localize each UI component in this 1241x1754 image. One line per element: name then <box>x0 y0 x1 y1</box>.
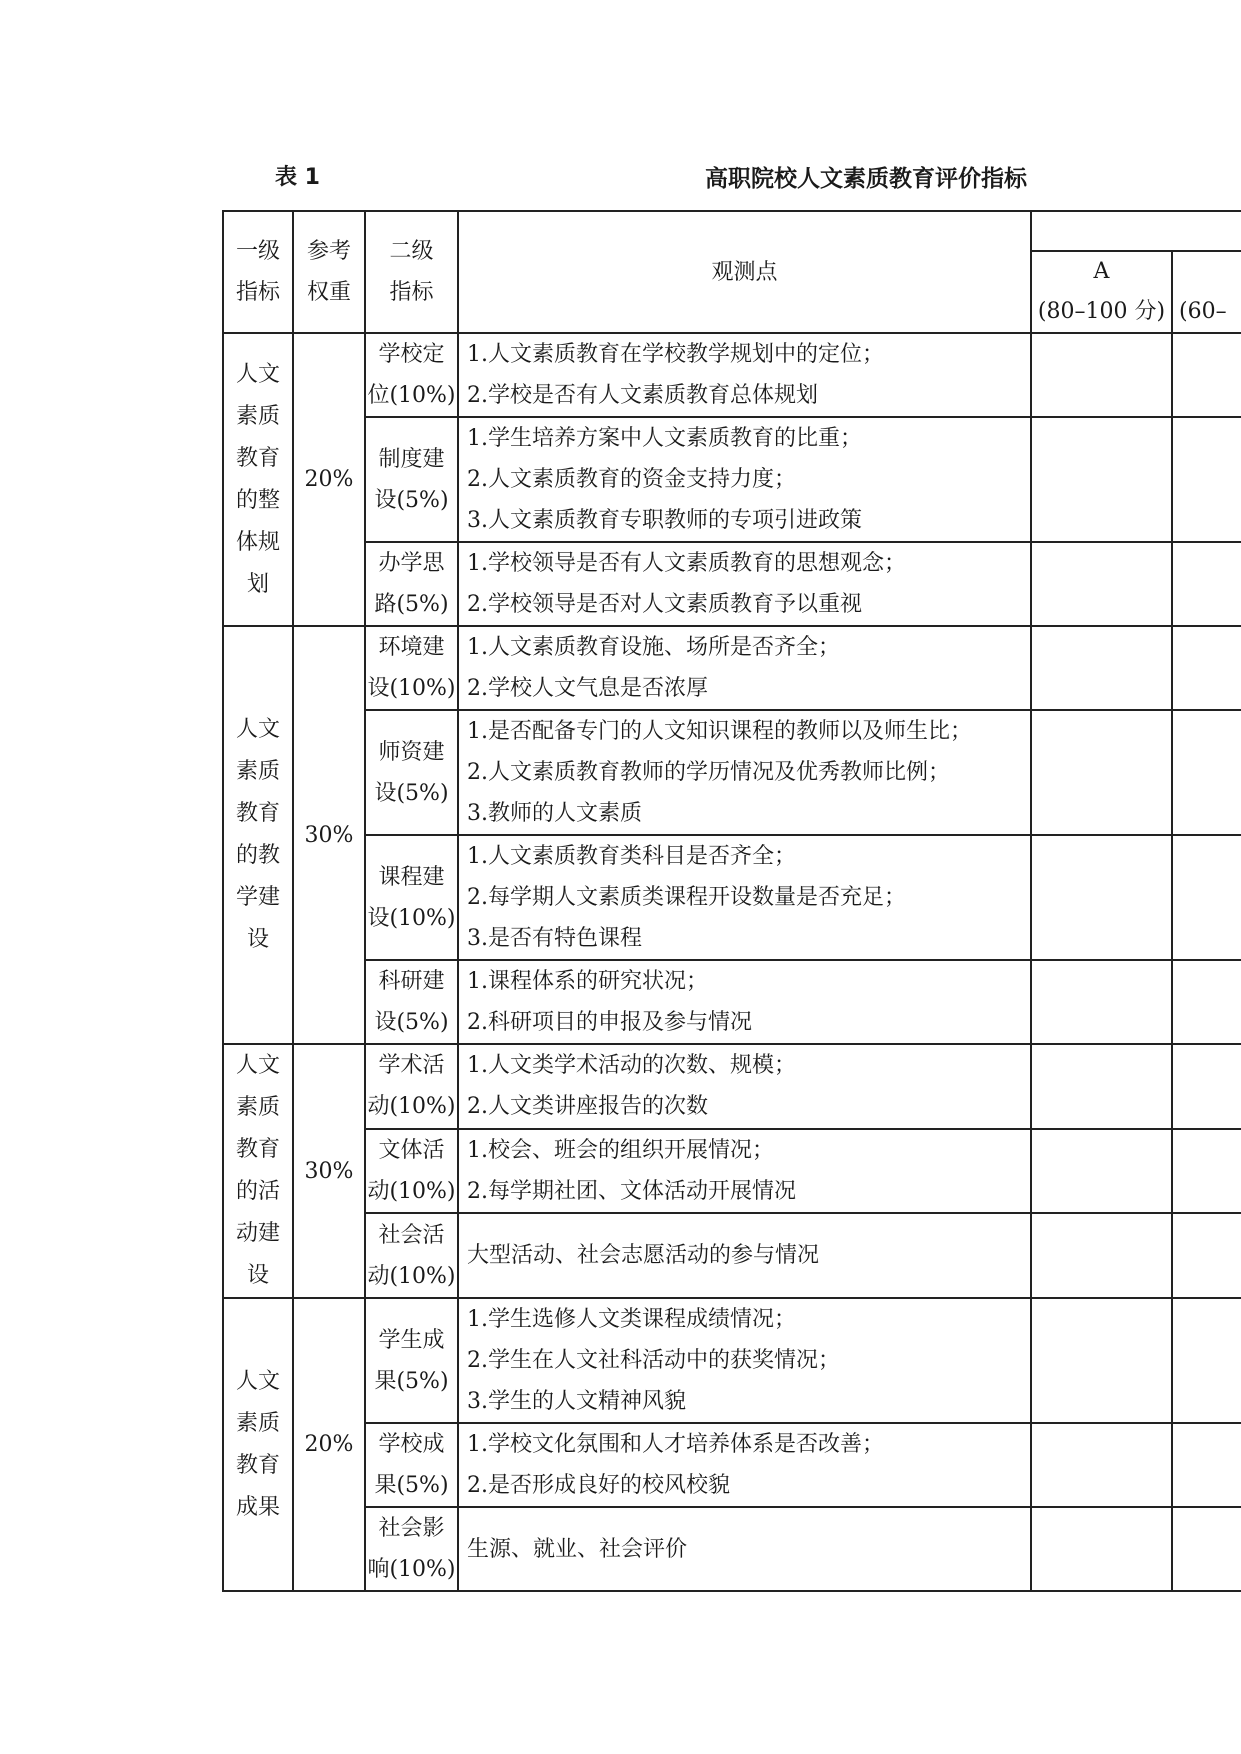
observation-point: 2.人文类讲座报告的次数 <box>467 1094 708 1120</box>
observation-point: 2.每学期社团、文体活动开展情况 <box>467 1178 796 1204</box>
observation-point: 2.是否形成良好的校风校貌 <box>467 1473 730 1498</box>
grade-a-cell <box>1031 1298 1172 1423</box>
observation-points <box>458 1129 1031 1214</box>
grade-a-cell <box>1031 835 1172 960</box>
observation-point: 3.是否有特色课程 <box>467 926 642 951</box>
observation-points <box>458 1423 1031 1507</box>
weight-cell: 20% <box>293 1298 365 1591</box>
table-row <box>223 333 1241 417</box>
table-row <box>223 1044 1241 1129</box>
weight-cell: 30% <box>293 1044 365 1298</box>
observation-point: 1.人文素质教育在学校教学规划中的定位； <box>467 342 884 367</box>
grade-b-cell <box>1172 1044 1241 1129</box>
table-row <box>223 626 1241 710</box>
observation-point: 2.学校人文气息是否浓厚 <box>467 676 708 701</box>
level1-indicator: 人文 素质 教育 的活 动建 设 <box>223 1044 293 1298</box>
level2-indicator: 课程建 设(10%) <box>365 835 458 960</box>
observation-point: 2.人文素质教育的资金支持力度； <box>467 467 796 492</box>
level2-indicator: 学校定 位(10%) <box>365 333 458 417</box>
observation-points <box>458 835 1031 960</box>
observation-point: 2.学校是否有人文素质教育总体规划 <box>467 383 818 408</box>
level2-indicator: 办学思 路(5%) <box>365 542 458 626</box>
table-label: 表 1 <box>275 165 320 190</box>
level2-indicator: 科研建 设(5%) <box>365 960 458 1044</box>
level2-indicator: 师资建 设(5%) <box>365 710 458 835</box>
grade-a-cell <box>1031 1129 1172 1214</box>
header-level2: 二级 指标 <box>365 211 458 333</box>
grade-b-cell <box>1172 542 1241 626</box>
observation-points <box>458 960 1031 1044</box>
observation-point: 1.人文类学术活动的次数、规模； <box>467 1053 796 1079</box>
header-observation: 观测点 <box>458 211 1031 333</box>
table-row <box>223 960 1241 1044</box>
grade-b-cell <box>1172 1298 1241 1423</box>
observation-point: 3.教师的人文素质 <box>467 801 642 826</box>
level2-indicator: 社会活 动(10%) <box>365 1213 458 1298</box>
observation-point: 1.学生培养方案中人文素质教育的比重； <box>467 426 862 451</box>
grade-b-cell <box>1172 417 1241 542</box>
level1-indicator: 人文 素质 教育 成果 <box>223 1298 293 1591</box>
observation-point: 2.学生在人文社科活动中的获奖情况； <box>467 1348 840 1373</box>
grade-a-cell <box>1031 1507 1172 1591</box>
observation-point: 3.人文素质教育专职教师的专项引进政策 <box>467 508 862 533</box>
observation-point: 1.学校领导是否有人文素质教育的思想观念； <box>467 551 906 576</box>
table-row <box>223 1507 1241 1591</box>
table-body <box>223 333 1241 1591</box>
observation-points <box>458 542 1031 626</box>
observation-point: 2.学校领导是否对人文素质教育予以重视 <box>467 592 862 617</box>
observation-points <box>458 1507 1031 1591</box>
table-row <box>223 710 1241 835</box>
level2-indicator: 环境建 设(10%) <box>365 626 458 710</box>
grade-b-cell <box>1172 333 1241 417</box>
grade-b-cell <box>1172 1213 1241 1298</box>
observation-points <box>458 626 1031 710</box>
header-grade-a: A (80–100 分) <box>1031 251 1172 333</box>
header-level1: 一级 指标 <box>223 211 293 333</box>
observation-point: 1.校会、班会的组织开展情况； <box>467 1137 774 1163</box>
observation-point: 2.科研项目的申报及参与情况 <box>467 1010 752 1035</box>
level2-indicator: 文体活 动(10%) <box>365 1129 458 1214</box>
table-row <box>223 835 1241 960</box>
level1-indicator: 人文 素质 教育 的教 学建 设 <box>223 626 293 1044</box>
grade-a-cell <box>1031 710 1172 835</box>
level2-indicator: 学校成 果(5%) <box>365 1423 458 1507</box>
observation-points <box>458 1213 1031 1298</box>
observation-point: 生源、就业、社会评价 <box>467 1536 688 1562</box>
header-grade-b: (60– <box>1172 251 1241 333</box>
weight-cell: 20% <box>293 333 365 626</box>
level2-indicator: 制度建 设(5%) <box>365 417 458 542</box>
level2-indicator: 社会影 响(10%) <box>365 1507 458 1591</box>
grade-b-cell <box>1172 1507 1241 1591</box>
grade-a-cell <box>1031 333 1172 417</box>
level2-indicator: 学生成 果(5%) <box>365 1298 458 1423</box>
observation-point: 大型活动、社会志愿活动的参与情况 <box>467 1243 820 1269</box>
weight-cell: 30% <box>293 626 365 1044</box>
grade-a-cell <box>1031 417 1172 542</box>
grade-a-cell <box>1031 1044 1172 1129</box>
table-row <box>223 1423 1241 1507</box>
evaluation-table <box>222 210 1241 1592</box>
observation-points <box>458 1044 1031 1129</box>
grade-a-cell <box>1031 542 1172 626</box>
grade-a-cell <box>1031 960 1172 1044</box>
table-row <box>223 1129 1241 1214</box>
grade-b-cell <box>1172 960 1241 1044</box>
observation-point: 2.人文素质教育教师的学历情况及优秀教师比例； <box>467 760 950 785</box>
observation-point: 1.学生选修人文类课程成绩情况； <box>467 1307 796 1332</box>
observation-point: 1.课程体系的研究状况； <box>467 969 708 994</box>
observation-points <box>458 417 1031 542</box>
observation-points <box>458 710 1031 835</box>
grade-b-cell <box>1172 710 1241 835</box>
table-row <box>223 542 1241 626</box>
observation-point: 2.每学期人文素质类课程开设数量是否充足； <box>467 885 906 910</box>
table-row <box>223 1213 1241 1298</box>
table-title: 高职院校人文素质教育评价指标 <box>705 166 1027 192</box>
header-grade-group <box>1031 211 1241 251</box>
observation-point: 1.学校文化氛围和人才培养体系是否改善； <box>467 1432 884 1457</box>
observation-point: 1.人文素质教育设施、场所是否齐全； <box>467 635 840 660</box>
table-row <box>223 417 1241 542</box>
table-row <box>223 1298 1241 1423</box>
evaluation-table-container <box>222 210 1241 1610</box>
grade-a-cell <box>1031 1213 1172 1298</box>
grade-a-cell <box>1031 626 1172 710</box>
observation-point: 1.人文素质教育类科目是否齐全； <box>467 844 796 869</box>
grade-b-cell <box>1172 835 1241 960</box>
observation-point: 3.学生的人文精神风貌 <box>467 1389 686 1414</box>
level1-indicator: 人文 素质 教育 的整 体规 划 <box>223 333 293 626</box>
observation-points <box>458 1298 1031 1423</box>
grade-b-cell <box>1172 626 1241 710</box>
level2-indicator: 学术活 动(10%) <box>365 1044 458 1129</box>
observation-points <box>458 333 1031 417</box>
header-weight: 参考 权重 <box>293 211 365 333</box>
grade-b-cell <box>1172 1423 1241 1507</box>
observation-point: 1.是否配备专门的人文知识课程的教师以及师生比； <box>467 719 972 744</box>
grade-b-cell <box>1172 1129 1241 1214</box>
grade-a-cell <box>1031 1423 1172 1507</box>
